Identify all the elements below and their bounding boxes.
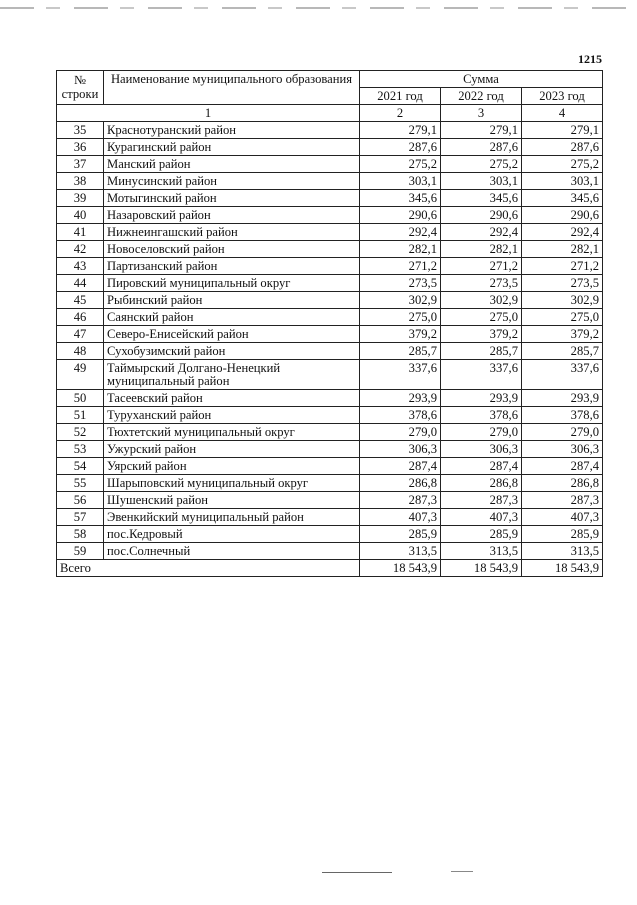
value-2022: 345,6	[441, 190, 522, 207]
row-number: 39	[57, 190, 104, 207]
total-2022: 18 543,9	[441, 560, 522, 577]
table-row	[57, 309, 603, 326]
municipality-name: Курагинский район	[104, 139, 360, 156]
row-number: 56	[57, 492, 104, 509]
municipality-name: Мотыгинский район	[104, 190, 360, 207]
row-number: 38	[57, 173, 104, 190]
value-2023: 407,3	[522, 509, 603, 526]
municipality-name: Саянский район	[104, 309, 360, 326]
value-2023: 282,1	[522, 241, 603, 258]
value-2021: 286,8	[360, 475, 441, 492]
value-2023: 287,4	[522, 458, 603, 475]
value-2022: 302,9	[441, 292, 522, 309]
row-number: 54	[57, 458, 104, 475]
page-number: 1215	[578, 52, 602, 66]
value-2023: 345,6	[522, 190, 603, 207]
value-2023: 279,0	[522, 424, 603, 441]
row-number: 42	[57, 241, 104, 258]
value-2022: 287,3	[441, 492, 522, 509]
value-2023: 286,8	[522, 475, 603, 492]
municipality-name: Партизанский район	[104, 258, 360, 275]
column-index-1: 1	[57, 105, 360, 122]
scan-bottom-mark	[322, 872, 392, 873]
value-2022: 313,5	[441, 543, 522, 560]
row-number: 45	[57, 292, 104, 309]
table-row	[57, 424, 603, 441]
column-index-3: 3	[441, 105, 522, 122]
total-2023: 18 543,9	[522, 560, 603, 577]
value-2022: 378,6	[441, 407, 522, 424]
value-2022: 285,9	[441, 526, 522, 543]
municipality-name: Минусинский район	[104, 173, 360, 190]
municipality-name: Манский район	[104, 156, 360, 173]
municipality-name: Северо-Енисейский район	[104, 326, 360, 343]
municipality-name: Сухобузимский район	[104, 343, 360, 360]
municipality-name: Краснотуранский район	[104, 122, 360, 139]
value-2022: 286,8	[441, 475, 522, 492]
value-2021: 306,3	[360, 441, 441, 458]
table-row	[57, 458, 603, 475]
row-number: 55	[57, 475, 104, 492]
value-2022: 279,0	[441, 424, 522, 441]
value-2021: 285,9	[360, 526, 441, 543]
value-2021: 279,1	[360, 122, 441, 139]
value-2023: 275,2	[522, 156, 603, 173]
value-2021: 279,0	[360, 424, 441, 441]
value-2022: 279,1	[441, 122, 522, 139]
row-number: 44	[57, 275, 104, 292]
value-2021: 293,9	[360, 390, 441, 407]
header-year-2022: 2022 год	[441, 88, 522, 105]
value-2021: 303,1	[360, 173, 441, 190]
value-2023: 379,2	[522, 326, 603, 343]
row-number: 49	[57, 360, 104, 390]
total-row	[57, 560, 603, 577]
value-2023: 302,9	[522, 292, 603, 309]
table-row	[57, 122, 603, 139]
value-2022: 285,7	[441, 343, 522, 360]
row-number: 40	[57, 207, 104, 224]
value-2022: 271,2	[441, 258, 522, 275]
municipality-name: Уярский район	[104, 458, 360, 475]
table-row	[57, 360, 603, 390]
value-2021: 292,4	[360, 224, 441, 241]
table-row	[57, 258, 603, 275]
row-number: 43	[57, 258, 104, 275]
table-row	[57, 475, 603, 492]
table-row	[57, 190, 603, 207]
header-municipality-name: Наименование муниципального образования	[104, 71, 360, 105]
municipality-name: Таймырский Долгано-Ненецкий муниципальный район	[104, 360, 360, 390]
municipality-name: Шарыповский муниципальный округ	[104, 475, 360, 492]
municipality-name: Тасеевский район	[104, 390, 360, 407]
value-2022: 379,2	[441, 326, 522, 343]
value-2023: 275,0	[522, 309, 603, 326]
table-row	[57, 543, 603, 560]
value-2023: 287,3	[522, 492, 603, 509]
table-row	[57, 224, 603, 241]
value-2021: 313,5	[360, 543, 441, 560]
value-2023: 313,5	[522, 543, 603, 560]
table-body	[57, 122, 603, 560]
value-2021: 273,5	[360, 275, 441, 292]
municipality-name: Нижнеингашский район	[104, 224, 360, 241]
value-2022: 306,3	[441, 441, 522, 458]
table-row	[57, 275, 603, 292]
table-row	[57, 139, 603, 156]
value-2021: 290,6	[360, 207, 441, 224]
value-2021: 345,6	[360, 190, 441, 207]
value-2021: 378,6	[360, 407, 441, 424]
table-row	[57, 207, 603, 224]
row-number: 35	[57, 122, 104, 139]
value-2021: 275,0	[360, 309, 441, 326]
row-number: 41	[57, 224, 104, 241]
value-2023: 285,7	[522, 343, 603, 360]
municipality-name: Тюхтетский муниципальный округ	[104, 424, 360, 441]
total-label: Всего	[57, 560, 360, 577]
table-row	[57, 526, 603, 543]
value-2022: 407,3	[441, 509, 522, 526]
table-row	[57, 441, 603, 458]
table-row	[57, 173, 603, 190]
row-number: 36	[57, 139, 104, 156]
row-number: 57	[57, 509, 104, 526]
value-2021: 379,2	[360, 326, 441, 343]
value-2021: 282,1	[360, 241, 441, 258]
municipality-name: Шушенский район	[104, 492, 360, 509]
value-2022: 273,5	[441, 275, 522, 292]
value-2021: 287,4	[360, 458, 441, 475]
municipality-name: Ужурский район	[104, 441, 360, 458]
value-2021: 287,6	[360, 139, 441, 156]
municipality-name: Рыбинский район	[104, 292, 360, 309]
value-2022: 287,6	[441, 139, 522, 156]
table-row	[57, 241, 603, 258]
row-number: 53	[57, 441, 104, 458]
table-row	[57, 492, 603, 509]
table-row	[57, 156, 603, 173]
value-2022: 292,4	[441, 224, 522, 241]
value-2021: 302,9	[360, 292, 441, 309]
header-row-number: № строки	[57, 71, 104, 105]
value-2021: 271,2	[360, 258, 441, 275]
value-2022: 303,1	[441, 173, 522, 190]
total-2021: 18 543,9	[360, 560, 441, 577]
value-2023: 273,5	[522, 275, 603, 292]
column-index-4: 4	[522, 105, 603, 122]
value-2023: 378,6	[522, 407, 603, 424]
row-number: 48	[57, 343, 104, 360]
value-2023: 337,6	[522, 360, 603, 390]
row-number: 50	[57, 390, 104, 407]
header-year-2021: 2021 год	[360, 88, 441, 105]
column-index-row	[57, 105, 603, 122]
value-2022: 290,6	[441, 207, 522, 224]
budget-table	[56, 70, 603, 577]
municipality-name: Пировский муниципальный округ	[104, 275, 360, 292]
table-row	[57, 326, 603, 343]
municipality-name: Назаровский район	[104, 207, 360, 224]
header-year-2023: 2023 год	[522, 88, 603, 105]
value-2022: 282,1	[441, 241, 522, 258]
column-index-2: 2	[360, 105, 441, 122]
value-2021: 275,2	[360, 156, 441, 173]
table-row	[57, 390, 603, 407]
header-sum: Сумма	[360, 71, 603, 88]
row-number: 52	[57, 424, 104, 441]
row-number: 46	[57, 309, 104, 326]
value-2022: 293,9	[441, 390, 522, 407]
row-number: 47	[57, 326, 104, 343]
value-2022: 275,2	[441, 156, 522, 173]
value-2021: 337,6	[360, 360, 441, 390]
value-2023: 285,9	[522, 526, 603, 543]
municipality-name: Эвенкийский муниципальный район	[104, 509, 360, 526]
table-row	[57, 509, 603, 526]
value-2023: 303,1	[522, 173, 603, 190]
row-number: 59	[57, 543, 104, 560]
table-row	[57, 343, 603, 360]
table-row	[57, 407, 603, 424]
row-number: 37	[57, 156, 104, 173]
value-2021: 285,7	[360, 343, 441, 360]
value-2023: 271,2	[522, 258, 603, 275]
municipality-name: Новоселовский район	[104, 241, 360, 258]
value-2023: 292,4	[522, 224, 603, 241]
municipality-name: пос.Солнечный	[104, 543, 360, 560]
value-2021: 287,3	[360, 492, 441, 509]
value-2021: 407,3	[360, 509, 441, 526]
value-2023: 287,6	[522, 139, 603, 156]
table-row	[57, 292, 603, 309]
value-2023: 279,1	[522, 122, 603, 139]
municipality-name: пос.Кедровый	[104, 526, 360, 543]
value-2022: 275,0	[441, 309, 522, 326]
scan-top-edge	[0, 7, 637, 9]
value-2023: 293,9	[522, 390, 603, 407]
value-2023: 290,6	[522, 207, 603, 224]
municipality-name: Туруханский район	[104, 407, 360, 424]
scan-bottom-dash	[451, 871, 473, 872]
value-2023: 306,3	[522, 441, 603, 458]
row-number: 51	[57, 407, 104, 424]
value-2022: 287,4	[441, 458, 522, 475]
value-2022: 337,6	[441, 360, 522, 390]
row-number: 58	[57, 526, 104, 543]
